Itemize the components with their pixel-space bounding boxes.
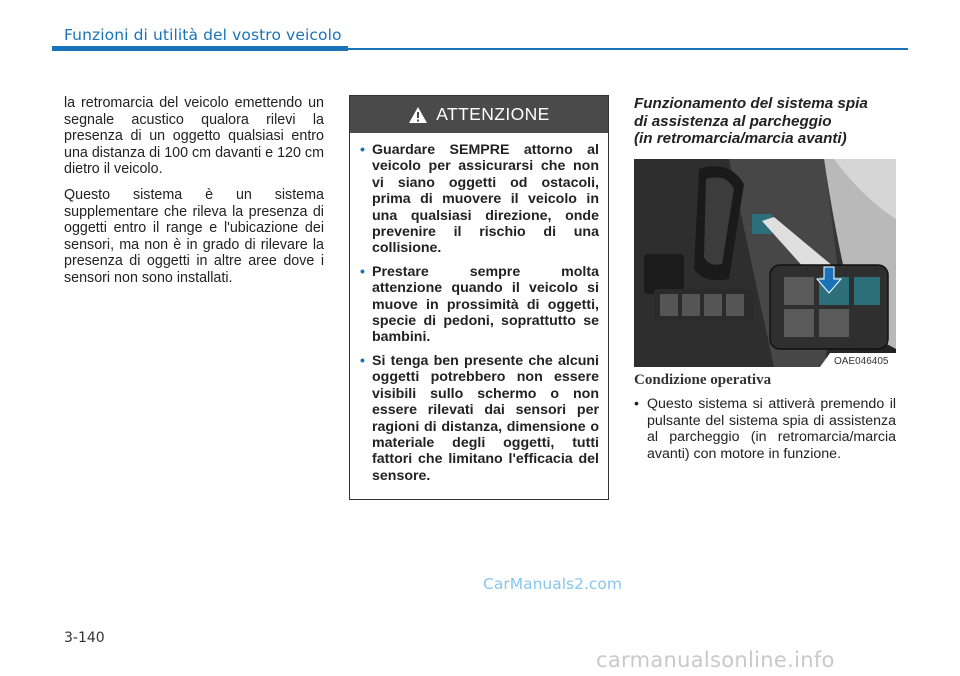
- body-column-left: [64, 95, 324, 296]
- body-column-right: [634, 95, 896, 148]
- section-heading: Funzionamento del sistema spia di assistenza al parcheggio (in retromarcia/marcia avanti): [634, 95, 868, 148]
- warning-header: [350, 96, 608, 133]
- bullet-glyph: •: [634, 396, 639, 412]
- image-code: OAE046405: [834, 356, 889, 367]
- watermark: CarManuals2.com: [483, 575, 622, 593]
- console-photo: [634, 159, 896, 367]
- paragraph: la retromarcia del veicolo emettendo un segnale acustico qualora rilevi la presenza di un oggetto qualsiasi entro una distanza di 100 cm davanti e 120 cm dietro il veicolo.: [64, 95, 324, 178]
- subheading: Condizione operativa: [634, 372, 772, 388]
- footer-watermark: carmanualsonline.info: [596, 648, 835, 672]
- warning-list: [350, 133, 608, 484]
- header-rule-thick: [52, 46, 348, 51]
- warning-item: • Prestare sempre molta attenzione quando il veicolo si muove in prossimità di oggetti, specie di pedoni, soprattutto se bambini.: [360, 263, 599, 346]
- warning-box: [349, 95, 609, 500]
- operating-condition-list: [634, 396, 896, 462]
- section-title: Funzioni di utilità del vostro veicolo: [64, 26, 342, 44]
- paragraph: Questo sistema è un sistema supplementare che rileva la presenza di oggetti entro il range e l'ubicazione dei sensori, ma non è in grado di rilevare la presenza di oggetti in altre aree dove i sensori non sono installati.: [64, 186, 324, 286]
- warning-title: ATTENZIONE: [436, 104, 550, 124]
- header-rule-thin: [348, 48, 908, 50]
- page-number: 3-140: [64, 630, 105, 646]
- warning-item: • Guardare SEMPRE attorno al veicolo per assicurarsi che non vi siano oggetti od ostacoli, prima di muovere il veicolo in una qualsiasi direzione, onde prevenire il rischio di una collisione.: [360, 142, 599, 257]
- list-item: Questo sistema si attiverà premendo il pulsante del sistema spia di assistenza al parcheggio (in retromarcia/marcia avanti) con motore in funzione.: [647, 396, 896, 462]
- warning-triangle-icon: [408, 106, 428, 124]
- warning-item: • Si tenga ben presente che alcuni oggetti potrebbero non essere visibili sullo schermo o non essere rilevati dai sensori per ragioni di distanza, dimensione o materiale degli oggetti, tutti fattori che limitano l'efficacia del sensore.: [360, 352, 599, 484]
